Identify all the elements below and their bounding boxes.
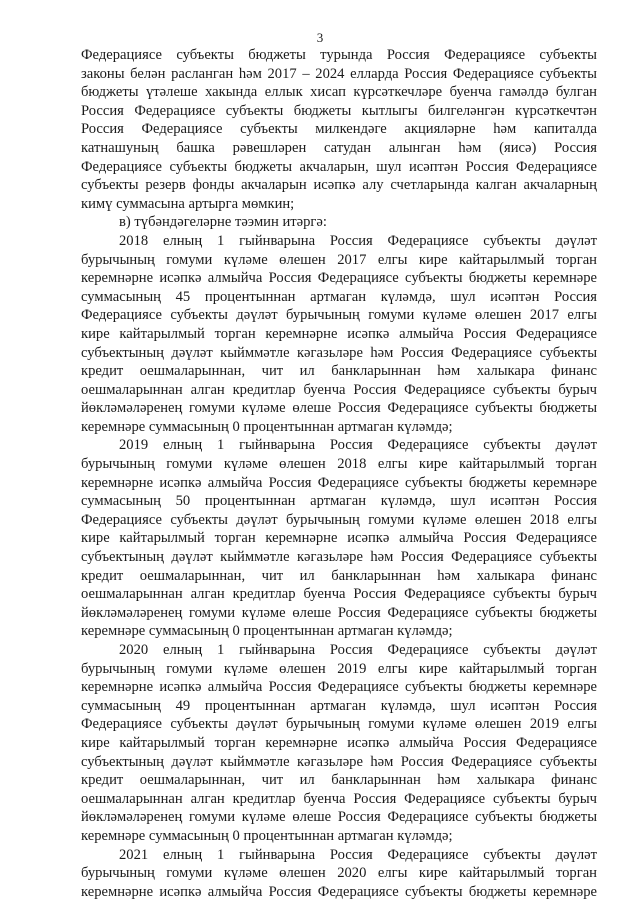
text-line: кимү суммасына артырга мөмкин; bbox=[81, 195, 295, 212]
text-line: керемнәрне исәпкә алмыйча Россия Федерациясе субъекты бюджеты керемнәре bbox=[81, 679, 597, 696]
text-line: 2019 елның 1 гыйнварына Россия Федерациясе субъекты дәүләт bbox=[119, 437, 597, 454]
text-line: йөкләмәләренең гомуми күләме өлеше Россия Федерациясе субъекты бюджеты bbox=[81, 400, 597, 417]
text-line: йөкләмәләренең гомуми күләме өлеше Россия Федерациясе субъекты бюджеты bbox=[81, 604, 597, 621]
text-line: йөкләмәләренең гомуми күләме өлеше Россия Федерациясе субъекты бюджеты bbox=[81, 809, 597, 826]
text-line: оешмаларыннан алган кредитлар буенча Россия Федерациясе субъекты бурыч bbox=[81, 790, 597, 807]
text-line: Федерациясе субъекты бюджеты акчаларын, шул исәптән Россия Федерациясе bbox=[81, 158, 597, 175]
text-line: керемнәрне исәпкә алмыйча Россия Федерациясе субъекты бюджеты керемнәре bbox=[81, 474, 597, 491]
text-line: Федерациясе субъекты бюджеты турында Россия Федерациясе субъекты bbox=[81, 47, 597, 63]
text-line: 2020 елның 1 гыйнварына Россия Федерациясе субъекты дәүләт bbox=[119, 642, 597, 658]
text-line: 2018 елның 1 гыйнварына Россия Федерациясе субъекты дәүләт bbox=[119, 232, 597, 249]
text-line: в) түбәндәгеләрне тәэмин итәргә: bbox=[119, 214, 327, 231]
text-line: кредит оешмаларыннан, чит ил банкларыннан һәм халыкара финанс bbox=[81, 772, 597, 789]
text-line: керемнәрне исәпкә алмыйча Россия Федерациясе субъекты бюджеты керемнәре bbox=[81, 270, 597, 287]
text-line: Россия Федерациясе субъекты милкендәге акцияләрне һәм капиталда bbox=[81, 121, 597, 138]
text-line: суммасының 49 процентыннан артмаган күләмдә, шул исәптән Россия bbox=[81, 697, 597, 714]
text-line: кире кайтарылмый торган керемнәрне исәпкә алмыйча Россия Федерациясе bbox=[81, 734, 597, 751]
text-line: кире кайтарылмый торган керемнәрне исәпкә алмыйча Россия Федерациясе bbox=[81, 530, 597, 547]
text-line: катнашуның башка рәвешләрен сатудан алынган һәм (яисә) Россия bbox=[81, 139, 597, 156]
text-line: Федерациясе субъекты дәүләт бурычының гомуми күләме өлешен 2019 елгы bbox=[81, 716, 597, 733]
text-line: субъектының дәүләт кыйммәтле кәгазьләре һәм Россия Федерациясе субъекты bbox=[81, 549, 597, 566]
text-line: субъекты резерв фонды акчаларын исәпкә алу счетларында калган акчаларның bbox=[81, 177, 597, 194]
text-line: оешмаларыннан алган кредитлар буенча Россия Федерациясе субъекты бурыч bbox=[81, 381, 597, 398]
text-line: кредит оешмаларыннан, чит ил банкларыннан һәм халыкара финанс bbox=[81, 363, 597, 380]
document-body bbox=[81, 46, 597, 901]
text-line: бурычының гомуми күләме өлешен 2019 елгы кире кайтарылмый торган bbox=[81, 660, 597, 677]
text-line: Федерациясе субъекты дәүләт бурычының гомуми күләме өлешен 2017 елгы bbox=[81, 307, 597, 324]
text-line: суммасының 45 процентыннан артмаган күләмдә, шул исәптән Россия bbox=[81, 288, 597, 305]
text-line: кредит оешмаларыннан, чит ил банкларыннан һәм халыкара финанс bbox=[81, 567, 597, 584]
text-line: суммасының 50 процентыннан артмаган күләмдә, шул исәптән Россия bbox=[81, 493, 597, 510]
text-line: бурычының гомуми күләме өлешен 2017 елгы кире кайтарылмый торган bbox=[81, 251, 597, 268]
text-line: кире кайтарылмый торган керемнәрне исәпкә алмыйча Россия Федерациясе bbox=[81, 325, 597, 342]
text-line: законы белән расланган һәм 2017 – 2024 елларда Россия Федерациясе субъекты bbox=[81, 65, 597, 82]
text-line: оешмаларыннан алган кредитлар буенча Россия Федерациясе субъекты бурыч bbox=[81, 586, 597, 603]
text-line: бурычының гомуми күләме өлешен 2020 елгы кире кайтарылмый торган bbox=[81, 865, 597, 882]
text-line: бурычының гомуми күләме өлешен 2018 елгы кире кайтарылмый торган bbox=[81, 456, 597, 473]
text-line: керемнәрне исәпкә алмыйча Россия Федерациясе субъекты бюджеты керемнәре bbox=[81, 883, 597, 900]
text-line: керемнәре суммасының 0 процентыннан артмаган күләмдә; bbox=[81, 827, 453, 844]
page-number: 3 bbox=[316, 30, 324, 45]
text-line: бюджеты үтәлеше хакында еллык хисап күрсәткечләре буенча гамәлдә булган bbox=[81, 84, 597, 101]
text-line: керемнәре суммасының 0 процентыннан артмаган күләмдә; bbox=[81, 623, 453, 640]
text-line: субъектының дәүләт кыйммәтле кәгазьләре һәм Россия Федерациясе субъекты bbox=[81, 344, 597, 361]
text-line: керемнәре суммасының 0 процентыннан артмаган күләмдә; bbox=[81, 418, 453, 435]
text-line: субъектының дәүләт кыйммәтле кәгазьләре һәм Россия Федерациясе субъекты bbox=[81, 753, 597, 770]
text-line: 2021 елның 1 гыйнварына Россия Федерациясе субъекты дәүләт bbox=[119, 846, 597, 863]
text-line: Федерациясе субъекты дәүләт бурычының гомуми күләме өлешен 2018 елгы bbox=[81, 511, 597, 528]
text-line: Россия Федерациясе субъекты бюджеты кытлыгы билгеләнгән күрсәткечтән bbox=[81, 102, 597, 119]
